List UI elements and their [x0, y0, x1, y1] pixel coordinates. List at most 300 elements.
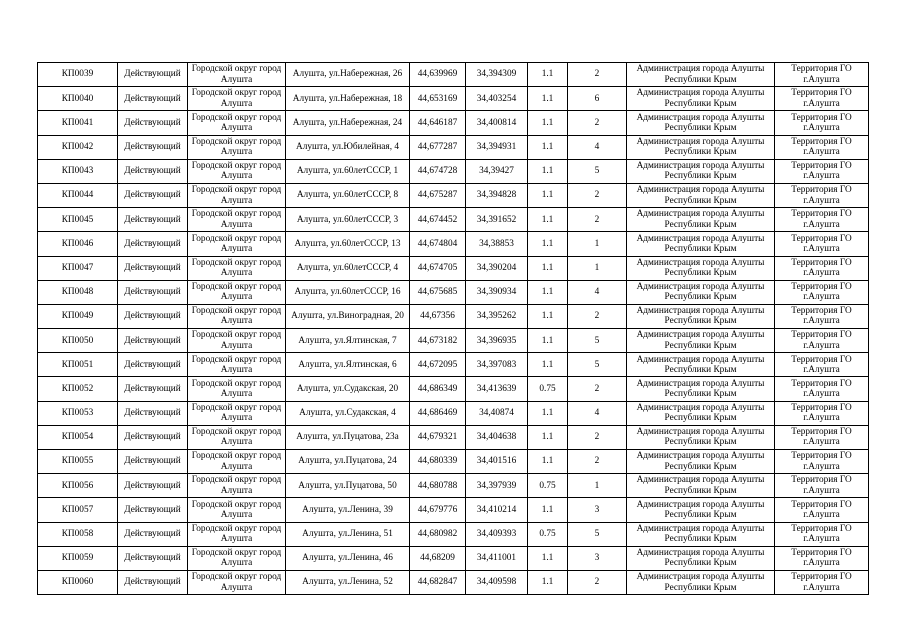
point-id-cell: КП0059	[38, 546, 118, 570]
territory-cell	[775, 304, 869, 328]
owner-line-2: Республики Крым	[664, 195, 737, 206]
container-count-cell: 4	[568, 280, 627, 304]
table-row	[38, 183, 869, 207]
owner-line-1: Администрация города Алушты	[636, 499, 765, 510]
latitude-cell: 44,646187	[410, 111, 466, 135]
latitude-cell: 44,674804	[410, 232, 466, 256]
territory-line-1: Территория ГО	[791, 88, 852, 99]
address-cell: Алушта, ул.Пуцатова, 23а	[286, 425, 410, 449]
container-count-cell: 2	[568, 63, 627, 87]
latitude-cell: 44,653169	[410, 87, 466, 111]
territory-cell	[775, 159, 869, 183]
district-line-1: Городской округ город	[191, 306, 282, 317]
owner-line-1: Администрация города Алушты	[636, 572, 765, 583]
status-cell: Действующий	[118, 159, 188, 183]
district-line-2: Алушта	[220, 461, 253, 472]
point-id-cell: КП0044	[38, 183, 118, 207]
table-row	[38, 377, 869, 401]
owner-line-2: Республики Крым	[664, 534, 737, 545]
owner-line-2: Республики Крым	[664, 98, 737, 109]
territory-line-1: Территория ГО	[791, 427, 852, 438]
collection-points-table	[37, 62, 869, 595]
owner-line-1: Администрация города Алушты	[636, 281, 765, 292]
document-page	[37, 62, 869, 595]
point-id-cell: КП0051	[38, 353, 118, 377]
container-count-cell: 2	[568, 183, 627, 207]
district-line-1: Городской округ город	[191, 161, 282, 172]
territory-line-1: Территория ГО	[791, 185, 852, 196]
container-volume-cell: 1.1	[528, 183, 568, 207]
container-count-cell: 4	[568, 401, 627, 425]
district-cell	[188, 208, 286, 232]
owner-line-1: Администрация города Алушты	[636, 161, 765, 172]
owner-line-2: Республики Крым	[664, 437, 737, 448]
container-count-cell: 2	[568, 570, 627, 594]
container-volume-cell: 0.75	[528, 522, 568, 546]
latitude-cell: 44,67356	[410, 304, 466, 328]
address-cell: Алушта, ул.60летСССР, 8	[286, 183, 410, 207]
district-cell	[188, 304, 286, 328]
table-row	[38, 63, 869, 87]
container-volume-cell: 1.1	[528, 256, 568, 280]
territory-cell	[775, 111, 869, 135]
status-cell: Действующий	[118, 63, 188, 87]
latitude-cell: 44,686349	[410, 377, 466, 401]
district-line-2: Алушта	[220, 122, 253, 133]
territory-cell	[775, 401, 869, 425]
table-row	[38, 208, 869, 232]
owner-line-1: Администрация города Алушты	[636, 523, 765, 534]
table-row	[38, 111, 869, 135]
owner-line-2: Республики Крым	[664, 582, 737, 593]
address-cell: Алушта, ул.60летСССР, 13	[286, 232, 410, 256]
latitude-cell: 44,68209	[410, 546, 466, 570]
table-row	[38, 353, 869, 377]
container-volume-cell: 1.1	[528, 425, 568, 449]
district-line-2: Алушта	[220, 171, 253, 182]
owner-line-2: Республики Крым	[664, 485, 737, 496]
container-volume-cell: 1.1	[528, 570, 568, 594]
district-cell	[188, 87, 286, 111]
territory-cell	[775, 546, 869, 570]
district-line-2: Алушта	[220, 534, 253, 545]
owner-line-2: Республики Крым	[664, 219, 737, 230]
district-line-1: Городской округ город	[191, 185, 282, 196]
status-cell: Действующий	[118, 425, 188, 449]
district-line-2: Алушта	[220, 243, 253, 254]
status-cell: Действующий	[118, 377, 188, 401]
container-count-cell: 1	[568, 256, 627, 280]
point-id-cell: КП0043	[38, 159, 118, 183]
owner-line-1: Администрация города Алушты	[636, 112, 765, 123]
longitude-cell: 34,39427	[466, 159, 528, 183]
container-volume-cell: 1.1	[528, 280, 568, 304]
table-row	[38, 570, 869, 594]
district-line-2: Алушта	[220, 340, 253, 351]
latitude-cell: 44,675287	[410, 183, 466, 207]
status-cell: Действующий	[118, 135, 188, 159]
district-cell	[188, 111, 286, 135]
territory-line-1: Территория ГО	[791, 281, 852, 292]
table-row	[38, 450, 869, 474]
table-row	[38, 256, 869, 280]
district-line-1: Городской округ город	[191, 548, 282, 559]
owner-cell	[627, 63, 775, 87]
point-id-cell: КП0055	[38, 450, 118, 474]
container-volume-cell: 1.1	[528, 111, 568, 135]
latitude-cell: 44,674705	[410, 256, 466, 280]
status-cell: Действующий	[118, 353, 188, 377]
district-line-1: Городской округ город	[191, 572, 282, 583]
address-cell: Алушта, ул.Ялтинская, 7	[286, 329, 410, 353]
territory-line-2: г.Алушта	[803, 268, 840, 279]
status-cell: Действующий	[118, 401, 188, 425]
district-line-2: Алушта	[220, 268, 253, 279]
owner-line-1: Администрация города Алушты	[636, 451, 765, 462]
container-volume-cell: 1.1	[528, 401, 568, 425]
container-volume-cell: 1.1	[528, 208, 568, 232]
point-id-cell: КП0048	[38, 280, 118, 304]
point-id-cell: КП0060	[38, 570, 118, 594]
territory-line-2: г.Алушта	[803, 364, 840, 375]
owner-line-1: Администрация города Алушты	[636, 136, 765, 147]
owner-line-2: Республики Крым	[664, 147, 737, 158]
longitude-cell: 34,396935	[466, 329, 528, 353]
latitude-cell: 44,679776	[410, 498, 466, 522]
district-line-2: Алушта	[220, 316, 253, 327]
owner-cell	[627, 498, 775, 522]
district-line-2: Алушта	[220, 147, 253, 158]
district-cell	[188, 570, 286, 594]
container-count-cell: 2	[568, 304, 627, 328]
owner-cell	[627, 474, 775, 498]
table-row	[38, 498, 869, 522]
address-cell: Алушта, ул.Виноградная, 20	[286, 304, 410, 328]
container-volume-cell: 1.1	[528, 546, 568, 570]
owner-line-2: Республики Крым	[664, 461, 737, 472]
longitude-cell: 34,409598	[466, 570, 528, 594]
latitude-cell: 44,639969	[410, 63, 466, 87]
status-cell: Действующий	[118, 183, 188, 207]
district-cell	[188, 329, 286, 353]
district-line-1: Городской округ город	[191, 136, 282, 147]
owner-cell	[627, 111, 775, 135]
district-cell	[188, 474, 286, 498]
territory-line-1: Территория ГО	[791, 572, 852, 583]
district-line-1: Городской округ город	[191, 427, 282, 438]
owner-line-1: Администрация города Алушты	[636, 330, 765, 341]
territory-line-1: Территория ГО	[791, 233, 852, 244]
territory-line-2: г.Алушта	[803, 413, 840, 424]
point-id-cell: КП0039	[38, 63, 118, 87]
district-cell	[188, 63, 286, 87]
territory-line-1: Территория ГО	[791, 136, 852, 147]
table-row	[38, 159, 869, 183]
latitude-cell: 44,679321	[410, 425, 466, 449]
district-line-1: Городской округ город	[191, 378, 282, 389]
point-id-cell: КП0047	[38, 256, 118, 280]
district-line-1: Городской округ город	[191, 499, 282, 510]
address-cell: Алушта, ул.Набережная, 18	[286, 87, 410, 111]
territory-cell	[775, 256, 869, 280]
address-cell: Алушта, ул.Ялтинская, 6	[286, 353, 410, 377]
longitude-cell: 34,395262	[466, 304, 528, 328]
table-row	[38, 329, 869, 353]
container-count-cell: 5	[568, 159, 627, 183]
territory-line-1: Территория ГО	[791, 548, 852, 559]
latitude-cell: 44,680788	[410, 474, 466, 498]
owner-line-1: Администрация города Алушты	[636, 378, 765, 389]
table-row	[38, 546, 869, 570]
owner-line-2: Республики Крым	[664, 558, 737, 569]
owner-cell	[627, 87, 775, 111]
status-cell: Действующий	[118, 450, 188, 474]
district-cell	[188, 546, 286, 570]
district-line-2: Алушта	[220, 219, 253, 230]
container-count-cell: 2	[568, 111, 627, 135]
container-count-cell: 2	[568, 425, 627, 449]
longitude-cell: 34,397939	[466, 474, 528, 498]
status-cell: Действующий	[118, 498, 188, 522]
owner-cell	[627, 232, 775, 256]
territory-line-1: Территория ГО	[791, 161, 852, 172]
longitude-cell: 34,390934	[466, 280, 528, 304]
district-cell	[188, 232, 286, 256]
territory-cell	[775, 329, 869, 353]
point-id-cell: КП0046	[38, 232, 118, 256]
district-line-2: Алушта	[220, 292, 253, 303]
table-row	[38, 304, 869, 328]
latitude-cell: 44,673182	[410, 329, 466, 353]
district-cell	[188, 353, 286, 377]
point-id-cell: КП0045	[38, 208, 118, 232]
container-volume-cell: 1.1	[528, 353, 568, 377]
longitude-cell: 34,410214	[466, 498, 528, 522]
table-row	[38, 401, 869, 425]
container-count-cell: 3	[568, 498, 627, 522]
territory-cell	[775, 450, 869, 474]
container-volume-cell: 1.1	[528, 232, 568, 256]
status-cell: Действующий	[118, 329, 188, 353]
longitude-cell: 34,394931	[466, 135, 528, 159]
address-cell: Алушта, ул.Ленина, 46	[286, 546, 410, 570]
owner-cell	[627, 377, 775, 401]
point-id-cell: КП0054	[38, 425, 118, 449]
territory-cell	[775, 232, 869, 256]
territory-cell	[775, 377, 869, 401]
container-count-cell: 3	[568, 546, 627, 570]
territory-line-2: г.Алушта	[803, 316, 840, 327]
address-cell: Алушта, ул.Юбилейная, 4	[286, 135, 410, 159]
owner-line-1: Администрация города Алушты	[636, 88, 765, 99]
owner-cell	[627, 183, 775, 207]
address-cell: Алушта, ул.Набережная, 24	[286, 111, 410, 135]
territory-cell	[775, 474, 869, 498]
container-volume-cell: 1.1	[528, 498, 568, 522]
table-row	[38, 280, 869, 304]
owner-cell	[627, 570, 775, 594]
district-cell	[188, 377, 286, 401]
status-cell: Действующий	[118, 232, 188, 256]
territory-line-1: Территория ГО	[791, 378, 852, 389]
owner-line-2: Республики Крым	[664, 268, 737, 279]
longitude-cell: 34,394828	[466, 183, 528, 207]
owner-line-1: Администрация города Алушты	[636, 185, 765, 196]
territory-cell	[775, 522, 869, 546]
point-id-cell: КП0058	[38, 522, 118, 546]
container-volume-cell: 0.75	[528, 474, 568, 498]
longitude-cell: 34,397083	[466, 353, 528, 377]
owner-line-1: Администрация города Алушты	[636, 257, 765, 268]
address-cell: Алушта, ул.60летСССР, 16	[286, 280, 410, 304]
owner-cell	[627, 353, 775, 377]
district-line-2: Алушта	[220, 413, 253, 424]
container-volume-cell: 1.1	[528, 329, 568, 353]
address-cell: Алушта, ул.Набережная, 26	[286, 63, 410, 87]
district-cell	[188, 498, 286, 522]
territory-line-2: г.Алушта	[803, 195, 840, 206]
table-row	[38, 232, 869, 256]
container-volume-cell: 1.1	[528, 135, 568, 159]
owner-line-2: Республики Крым	[664, 74, 737, 85]
district-line-1: Городской округ город	[191, 354, 282, 365]
district-cell	[188, 401, 286, 425]
territory-line-2: г.Алушта	[803, 558, 840, 569]
district-line-2: Алушта	[220, 485, 253, 496]
longitude-cell: 34,413639	[466, 377, 528, 401]
territory-cell	[775, 353, 869, 377]
owner-line-1: Администрация города Алушты	[636, 402, 765, 413]
district-line-1: Городской округ город	[191, 64, 282, 75]
status-cell: Действующий	[118, 208, 188, 232]
district-line-1: Городской округ город	[191, 475, 282, 486]
territory-line-2: г.Алушта	[803, 243, 840, 254]
latitude-cell: 44,682847	[410, 570, 466, 594]
territory-line-2: г.Алушта	[803, 485, 840, 496]
longitude-cell: 34,390204	[466, 256, 528, 280]
container-count-cell: 4	[568, 135, 627, 159]
district-cell	[188, 135, 286, 159]
latitude-cell: 44,686469	[410, 401, 466, 425]
district-line-1: Городской округ город	[191, 209, 282, 220]
owner-cell	[627, 425, 775, 449]
district-line-1: Городской округ город	[191, 112, 282, 123]
territory-line-1: Территория ГО	[791, 523, 852, 534]
container-count-cell: 5	[568, 329, 627, 353]
longitude-cell: 34,38853	[466, 232, 528, 256]
container-volume-cell: 1.1	[528, 87, 568, 111]
status-cell: Действующий	[118, 546, 188, 570]
territory-line-2: г.Алушта	[803, 147, 840, 158]
longitude-cell: 34,394309	[466, 63, 528, 87]
owner-cell	[627, 256, 775, 280]
territory-line-2: г.Алушта	[803, 534, 840, 545]
district-line-1: Городской округ город	[191, 257, 282, 268]
district-line-2: Алушта	[220, 98, 253, 109]
point-id-cell: КП0040	[38, 87, 118, 111]
owner-cell	[627, 135, 775, 159]
table-row	[38, 522, 869, 546]
district-line-2: Алушта	[220, 582, 253, 593]
territory-cell	[775, 135, 869, 159]
territory-line-1: Территория ГО	[791, 306, 852, 317]
territory-line-2: г.Алушта	[803, 340, 840, 351]
address-cell: Алушта, ул.Ленина, 39	[286, 498, 410, 522]
address-cell: Алушта, ул.Ленина, 51	[286, 522, 410, 546]
owner-line-1: Администрация города Алушты	[636, 427, 765, 438]
district-line-1: Городской округ город	[191, 233, 282, 244]
district-line-1: Городской округ город	[191, 281, 282, 292]
territory-cell	[775, 570, 869, 594]
territory-line-2: г.Алушта	[803, 582, 840, 593]
longitude-cell: 34,40874	[466, 401, 528, 425]
owner-line-2: Республики Крым	[664, 316, 737, 327]
container-volume-cell: 0.75	[528, 377, 568, 401]
territory-line-2: г.Алушта	[803, 389, 840, 400]
table-row	[38, 474, 869, 498]
territory-line-2: г.Алушта	[803, 461, 840, 472]
territory-line-2: г.Алушта	[803, 292, 840, 303]
territory-line-2: г.Алушта	[803, 219, 840, 230]
territory-line-2: г.Алушта	[803, 98, 840, 109]
territory-line-2: г.Алушта	[803, 122, 840, 133]
territory-cell	[775, 63, 869, 87]
longitude-cell: 34,401516	[466, 450, 528, 474]
district-cell	[188, 280, 286, 304]
owner-line-2: Республики Крым	[664, 364, 737, 375]
district-line-2: Алушта	[220, 195, 253, 206]
owner-cell	[627, 304, 775, 328]
district-cell	[188, 159, 286, 183]
owner-line-1: Администрация города Алушты	[636, 475, 765, 486]
territory-cell	[775, 498, 869, 522]
territory-line-1: Территория ГО	[791, 209, 852, 220]
territory-line-1: Территория ГО	[791, 112, 852, 123]
owner-line-2: Республики Крым	[664, 340, 737, 351]
owner-cell	[627, 329, 775, 353]
container-count-cell: 2	[568, 208, 627, 232]
container-count-cell: 2	[568, 377, 627, 401]
owner-cell	[627, 208, 775, 232]
territory-cell	[775, 87, 869, 111]
territory-line-1: Территория ГО	[791, 330, 852, 341]
territory-cell	[775, 280, 869, 304]
owner-line-1: Администрация города Алушты	[636, 548, 765, 559]
territory-line-1: Территория ГО	[791, 402, 852, 413]
longitude-cell: 34,404638	[466, 425, 528, 449]
owner-line-2: Республики Крым	[664, 389, 737, 400]
owner-line-2: Республики Крым	[664, 122, 737, 133]
district-line-1: Городской округ город	[191, 523, 282, 534]
container-count-cell: 2	[568, 450, 627, 474]
district-line-2: Алушта	[220, 558, 253, 569]
point-id-cell: КП0056	[38, 474, 118, 498]
owner-cell	[627, 546, 775, 570]
longitude-cell: 34,391652	[466, 208, 528, 232]
address-cell: Алушта, ул.Пуцатова, 50	[286, 474, 410, 498]
territory-line-1: Территория ГО	[791, 451, 852, 462]
container-count-cell: 5	[568, 522, 627, 546]
owner-cell	[627, 522, 775, 546]
longitude-cell: 34,411001	[466, 546, 528, 570]
territory-line-1: Территория ГО	[791, 64, 852, 75]
point-id-cell: КП0041	[38, 111, 118, 135]
status-cell: Действующий	[118, 522, 188, 546]
point-id-cell: КП0057	[38, 498, 118, 522]
territory-line-1: Территория ГО	[791, 475, 852, 486]
status-cell: Действующий	[118, 111, 188, 135]
owner-line-2: Республики Крым	[664, 171, 737, 182]
